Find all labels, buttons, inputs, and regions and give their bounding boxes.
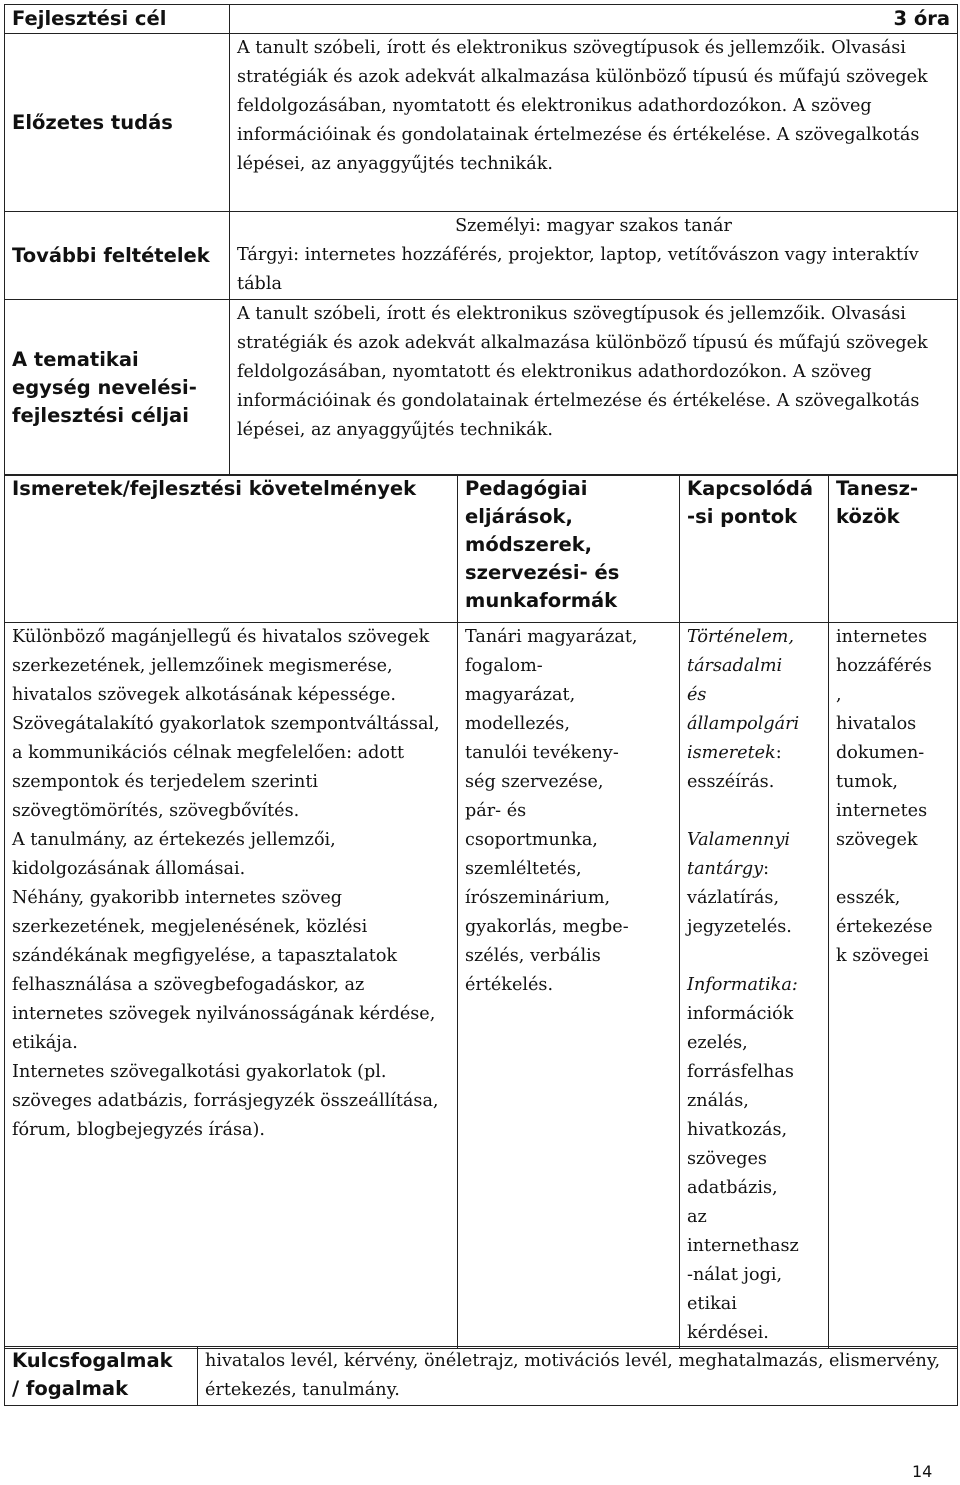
connection-subject: ismeretek <box>687 743 776 763</box>
connection-subject-line <box>687 739 821 768</box>
requirement-item: Néhány, gyakoribb internetes szöveg szerkezetének, megjelenésének, közlési szándékának megfigyelése, a tapasztalatok felhasználása a szövegbefogadáskor, az internetes szövegek nyilvánosságának kérdése, etikája. <box>12 888 436 1053</box>
connections-cell <box>680 623 829 1349</box>
key-concepts-text: hivatalos levél, kérvény, önéletrajz, motivációs levél, meghatalmazás, elismervény, értekezés, tanulmány. <box>198 1347 958 1406</box>
connection-topic: forrásfelhas <box>687 1062 794 1082</box>
page-number: 14 <box>912 1462 933 1481</box>
method-line: írószeminárium, <box>465 888 611 908</box>
connection-subject: állampolgári <box>687 714 800 734</box>
tool-line: tumok, <box>836 772 898 792</box>
connection-subject: és <box>687 685 707 705</box>
key-concepts-table <box>4 1346 958 1406</box>
methods-header <box>458 475 680 623</box>
connection-topic: -nálat jogi, <box>687 1265 783 1285</box>
tool-line: k szövegei <box>836 946 929 966</box>
connection-topic: esszéírás. <box>687 772 775 792</box>
method-line: tanulói tevékeny- <box>465 743 619 763</box>
connection-topic: szöveges <box>687 1149 767 1169</box>
connection-topic: internethasz <box>687 1236 799 1256</box>
connection-topic: információk <box>687 1004 794 1024</box>
tool-line: internetes <box>836 627 928 647</box>
connection-subject: Informatika: <box>687 975 798 995</box>
connection-topic: adatbázis, <box>687 1178 778 1198</box>
goals-text: A tanult szóbeli, írott és elektronikus szövegtípusok és jellemzőik. Olvasási stratégiák és azok adekvát alkalmazása különböző típusú és műfajú szövegek feldolgozásában, nyomtatott és elektronikus adathordozókon. A szöveg információinak és gondolatainak értelmezése és értékelése. A szövegalkotás lépései, az anyaggyűjtés technikák. <box>230 300 958 476</box>
requirement-item: A tanulmány, az értekezés jellemzői, kidolgozásának állomásai. <box>12 830 336 879</box>
methods-header-line: eljárások, <box>465 505 573 528</box>
connection-colon: : <box>763 859 769 879</box>
connection-colon: : <box>775 743 782 763</box>
key-concepts-label-line: / fogalmak <box>12 1377 129 1400</box>
key-concepts-label <box>5 1347 198 1406</box>
connections-header-line: Kapcsolódá <box>687 477 813 500</box>
connections-header-line: -si pontok <box>687 505 798 528</box>
goal-label: Fejlesztési cél <box>5 5 230 34</box>
requirements-header: Ismeretek/fejlesztési követelmények <box>5 475 458 623</box>
method-line: gyakorlás, megbe- <box>465 917 629 937</box>
key-concepts-label-line: Kulcsfogalmak <box>12 1349 173 1372</box>
method-line: modellezés, <box>465 714 570 734</box>
connection-subject: társadalmi <box>687 656 783 676</box>
requirement-item: Internetes szövegalkotási gyakorlatok (pl. szöveges adatbázis, forrásjegyzék összeállítása, fórum, blogbejegyzés írása). <box>12 1062 439 1140</box>
conditions-text <box>230 212 958 300</box>
goals-label: A tematikai egység nevelési-fejlesztési céljai <box>5 300 230 476</box>
connection-subject: tantárgy <box>687 859 764 879</box>
methods-header-line: módszerek, <box>465 533 593 556</box>
connection-topic: az <box>687 1207 707 1227</box>
method-line: csoportmunka, <box>465 830 598 850</box>
tool-line: esszék, <box>836 888 901 908</box>
tool-line: hivatalos <box>836 714 917 734</box>
requirement-item: Különböző magánjellegű és hivatalos szövegek szerkezetének, jellemzőinek megismerése, hivatalos szövegek alkotásának képessége. <box>12 627 430 705</box>
tool-line: , <box>836 685 842 705</box>
spacer <box>836 855 950 884</box>
method-line: pár- és <box>465 801 527 821</box>
methods-cell <box>458 623 680 1349</box>
connection-topic: ználás, <box>687 1091 749 1111</box>
method-line: ség szervezése, <box>465 772 604 792</box>
conditions-personal: Személyi: magyar szakos tanár <box>455 216 732 236</box>
content-table <box>4 474 958 1349</box>
connection-topic: hivatkozás, <box>687 1120 788 1140</box>
spacer <box>687 942 821 971</box>
method-line: szélés, verbális <box>465 946 601 966</box>
tool-line: szövegek <box>836 830 918 850</box>
method-line: magyarázat, <box>465 685 576 705</box>
tools-header <box>829 475 958 623</box>
connection-subject: Történelem, <box>687 627 794 647</box>
methods-header-line: munkaformák <box>465 589 618 612</box>
prior-knowledge-label: Előzetes tudás <box>5 34 230 212</box>
tool-line: dokumen- <box>836 743 925 763</box>
method-line: szemléltetés, <box>465 859 582 879</box>
method-line: értékelés. <box>465 975 554 995</box>
requirements-cell <box>5 623 458 1349</box>
tool-line: internetes <box>836 801 928 821</box>
tool-line: értekezése <box>836 917 933 937</box>
tool-line: hozzáférés <box>836 656 932 676</box>
method-line: Tanári magyarázat, <box>465 627 638 647</box>
method-line: fogalom- <box>465 656 543 676</box>
conditions-material: Tárgyi: internetes hozzáférés, projektor, laptop, vetítővászon vagy interaktív tábla <box>237 245 919 294</box>
methods-header-line: Pedagógiai <box>465 477 588 500</box>
connection-topic: ezelés, <box>687 1033 748 1053</box>
spacer <box>687 797 821 826</box>
connection-topic: jegyzetelés. <box>687 917 792 937</box>
tools-header-line: közök <box>836 505 900 528</box>
connection-subject: Valamennyi <box>687 830 791 850</box>
tools-cell <box>829 623 958 1349</box>
conditions-label: További feltételek <box>5 212 230 300</box>
info-table <box>4 4 958 476</box>
connection-topic: etikai <box>687 1294 737 1314</box>
connection-topic: kérdései. <box>687 1323 769 1343</box>
tools-header-line: Tanesz- <box>836 477 919 500</box>
methods-header-line: szervezési- és <box>465 561 620 584</box>
connection-subject-line <box>687 855 821 884</box>
prior-knowledge-text: A tanult szóbeli, írott és elektronikus szövegtípusok és jellemzőik. Olvasási stratégiák és azok adekvát alkalmazása különböző típusú és műfajú szövegek feldolgozásában, nyomtatott és elektronikus adathordozókon. A szöveg információinak és gondolatainak értelmezése és értékelése. A szövegalkotás lépései, az anyaggyűjtés technikák. <box>230 34 958 212</box>
connections-header <box>680 475 829 623</box>
requirement-item: Szövegátalakító gyakorlatok szempontváltással, a kommunikációs célnak megfelelően: adott szempontok és terjedelem szerinti szövegtömörítés, szövegbővítés. <box>12 714 440 821</box>
hours-value: 3 óra <box>230 5 958 34</box>
connection-topic: vázlatírás, <box>687 888 780 908</box>
